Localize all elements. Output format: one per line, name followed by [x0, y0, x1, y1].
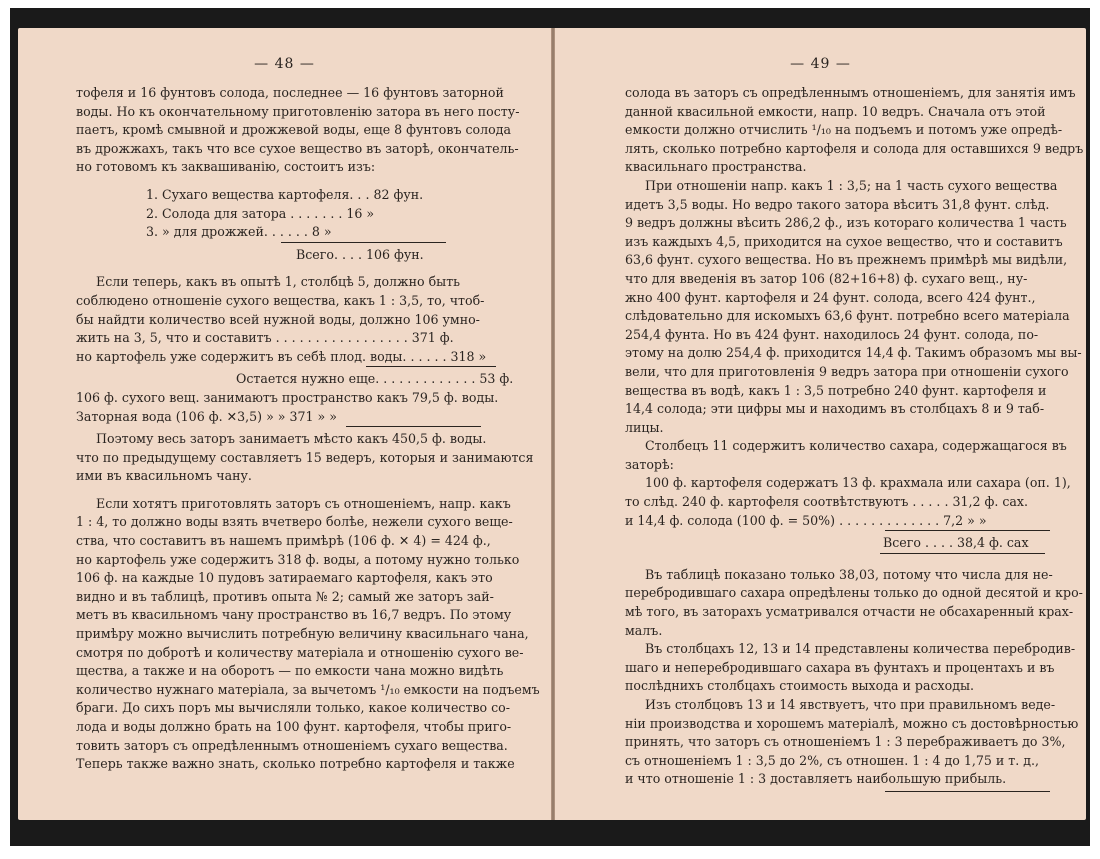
end-rule [625, 791, 1039, 795]
text-line: 106 ф. сухого вещ. занимаютъ пространство какъ 79,5 ф. воды. [76, 389, 499, 405]
text-line: Столбецъ 11 содержитъ количество сахара, содержащагося въ [645, 438, 1067, 454]
text-line: метъ въ квасильномъ чану пространство въ 16,7 ведръ. По этому [76, 607, 512, 623]
text-line: ими въ квасильномъ чану. [76, 468, 252, 484]
sum-rule [76, 242, 496, 246]
text-line: 1 : 4, то должно воды взять вчетверо болѣе, нежели сухого веще- [76, 514, 513, 530]
text-line: смотря по добротѣ и количеству матеріала и отношенію сухого ве- [76, 644, 524, 660]
text-line: лода и воды должно брать на 100 фунт. картофеля, чтобы приго- [76, 719, 512, 734]
text-line: Заторная вода (106 ф. ✕3,5) » » 371 » » [76, 408, 337, 424]
text-line: что по предыдущему составляетъ 15 ведеръ, которыя и занимаются [76, 449, 534, 465]
text-line: товить заторъ съ опредѣленнымъ отношеніемъ сухаго вещества. [76, 737, 508, 753]
text-line: Если теперь, какъ въ опытѣ 1, столбцѣ 5, должно быть [96, 274, 461, 290]
text-line: количество нужнаго матеріала, за вычетомъ ¹/₁₀ емкости на подъемъ [76, 681, 540, 697]
text-line: браги. До сихъ поръ мы вычисляли только, какое количество со- [76, 700, 511, 716]
total-line: Всего . . . . 38,4 ф. сах [883, 535, 1029, 551]
calc-line: то слѣд. 240 ф. картофеля соотвѣтствуютъ . . . . . 31,2 ф. сах. [625, 494, 1029, 510]
text-line: солода въ заторъ съ опредѣленнымъ отношеніемъ, для занятія имъ [625, 85, 1076, 100]
calc-line: и 14,4 ф. солода (100 ф. = 50%) . . . . . . . . . . . . . 7,2 » » [625, 512, 987, 528]
text-line: 254,4 фунта. Но въ 424 фунт. находилось 24 фунт. солода, по- [625, 326, 1039, 342]
text-line: принять, что заторъ съ отношеніемъ 1 : 3 перебраживаетъ до 3%, [625, 734, 1066, 750]
text-line: бы найдти количество всей нужной воды, должно 106 умно- [76, 311, 480, 327]
text-line: жно 400 фунт. картофеля и 24 фунт. солода, всего 424 фунт., [625, 289, 1036, 305]
sum-rule [76, 366, 496, 370]
text-line: вещества въ водѣ, какъ 1 : 3,5 потребно 240 фунт. картофеля и [625, 382, 1047, 398]
sum-rule [76, 426, 496, 430]
text-line: но картофель уже содержитъ 318 ф. воды, а потому нужно только [76, 551, 520, 567]
text-line: жить на 3, 5, что и составитъ . . . . . . . . . . . . . . . . . 371 ф. [76, 330, 454, 346]
right-page-text [625, 84, 1084, 795]
page-number-49: — 49 — [790, 56, 851, 72]
text-line: въ дрожжахъ, такъ что все сухое вещество въ заторѣ, окончатель- [76, 140, 519, 156]
text-line: соблюдено отношеніе сухого вещества, какъ 1 : 3,5, то, чтоб- [76, 292, 485, 308]
list-item: 1. Сухаго вещества картофеля. . . 82 фун. [146, 186, 424, 202]
book-spread [10, 8, 1090, 846]
text-line: шаго и неперебродившаго сахара въ фунтахъ и процентахъ и въ [625, 659, 1055, 675]
text-line: Если хотятъ приготовлять заторъ съ отношеніемъ, напр. какъ [96, 495, 511, 511]
text-line: паетъ, кромѣ смывной и дрожжевой воды, еще 8 фунтовъ солода [76, 122, 511, 138]
text-line: емкости должно отчислить ¹/₁₀ на подъемъ и потомъ уже опредѣ- [625, 122, 1063, 138]
list-item: 3. » для дрожжей. . . . . . 8 » [146, 224, 332, 240]
text-line: Изъ столбцовъ 13 и 14 явствуетъ, что при правильномъ веде- [645, 697, 1056, 712]
text-line: мѣ того, въ заторахъ усматривался отчасти не обсахаренный крах- [625, 604, 1074, 620]
text-line: 14,4 солода; эти цифры мы и находимъ въ столбцахъ 8 и 9 таб- [625, 401, 1045, 417]
text-line: но картофель уже содержитъ въ себѣ плод. воды. . . . . . 318 » [76, 348, 487, 364]
text-line: Въ таблицѣ показано только 38,03, потому что числа для не- [645, 566, 1053, 582]
text-line: щества, а также и на оборотъ — по емкости чана можно видѣть [76, 663, 504, 679]
text-line: 63,6 фунт. сухого вещества. Но въ прежнемъ примѣрѣ мы видѣли, [625, 252, 1068, 268]
text-line: и что отношеніе 1 : 3 доставляетъ наибольшую прибыль. [625, 771, 1007, 787]
text-line: перебродившаго сахара опредѣлены только до одной десятой и кро- [625, 585, 1083, 601]
text-line: Въ столбцахъ 12, 13 и 14 представлены количества перебродив- [645, 641, 1076, 657]
text-line: малъ. [625, 622, 663, 638]
text-line: видно и въ таблицѣ, противъ опыта № 2; самый же заторъ зай- [76, 588, 494, 604]
left-page [18, 28, 551, 820]
text-line: слѣдовательно для искомыхъ 63,6 фунт. потребно всего матеріала [625, 308, 1070, 324]
text-line: Теперь также важно знать, сколько потребно картофеля и также [76, 756, 515, 772]
remains-line: Остается нужно еще. . . . . . . . . . . . . 53 ф. [236, 371, 514, 387]
text-line: лицы. [625, 419, 664, 435]
text-line: тофеля и 16 фунтовъ солода, последнее — 16 фунтовъ заторной [76, 85, 504, 100]
total-line: Всего. . . . 106 фун. [296, 246, 424, 262]
text-line: послѣднихъ столбцахъ стоимость выхода и расходы. [625, 678, 974, 694]
text-line: идетъ 3,5 воды. Но ведро такого затора вѣситъ 31,8 фунт. слѣд. [625, 196, 1050, 212]
text-line: вели, что для приготовленія 9 ведръ затора при отношеніи сухого [625, 363, 1069, 379]
text-line: ніи производства и хорошемъ матеріалѣ, можно съ достовѣрностью [625, 715, 1079, 731]
list-item: 2. Солода для затора . . . . . . . 16 » [146, 205, 375, 221]
text-line: При отношеніи напр. какъ 1 : 3,5; на 1 часть сухого вещества [645, 177, 1058, 193]
text-line: 9 ведръ должны вѣсить 286,2 ф., изъ котораго количества 1 часть [625, 215, 1067, 231]
left-page-text [76, 84, 540, 774]
page-number-48: — 48 — [254, 56, 315, 72]
text-line: этому на долю 254,4 ф. приходится 14,4 ф. Такимъ образомъ мы вы- [625, 345, 1082, 361]
text-line: изъ каждыхъ 4,5, приходится на сухое вещество, что и составитъ [625, 233, 1063, 249]
text-line: лять, сколько потребно картофеля и солода для оставшихся 9 ведръ [625, 140, 1084, 156]
text-line: данной квасильной емкости, напр. 10 ведръ. Сначала отъ этой [625, 103, 1046, 119]
calc-line: 100 ф. картофеля содержатъ 13 ф. крахмала или сахара (оп. 1), [645, 475, 1071, 491]
text-line: съ отношеніемъ 1 : 3,5 до 2%, съ отношен. 1 : 4 до 1,75 и т. д., [625, 752, 1040, 768]
right-page [555, 28, 1086, 820]
text-line: Поэтому весь заторъ занимаетъ мѣсто какъ 450,5 ф. воды. [96, 431, 487, 447]
text-line: квасильнаго пространства. [625, 159, 807, 175]
sum-rule [625, 553, 1039, 557]
text-line: ства, что составитъ въ нашемъ примѣрѣ (106 ф. ✕ 4) = 424 ф., [76, 533, 491, 549]
sum-rule [625, 530, 1039, 534]
text-line: примѣру можно вычислить потребную величину квасильнаго чана, [76, 626, 529, 642]
text-line: заторѣ: [625, 456, 674, 472]
text-line: что для введенія въ затор 106 (82+16+8) ф. сухаго вещ., ну- [625, 270, 1028, 286]
text-line: 106 ф. на каждые 10 пудовъ затираемаго картофеля, какъ это [76, 570, 493, 586]
text-line: воды. Но къ окончательному приготовленію затора въ него посту- [76, 103, 520, 119]
text-line: но готовомъ къ заквашиванію, состоитъ изъ: [76, 159, 376, 175]
